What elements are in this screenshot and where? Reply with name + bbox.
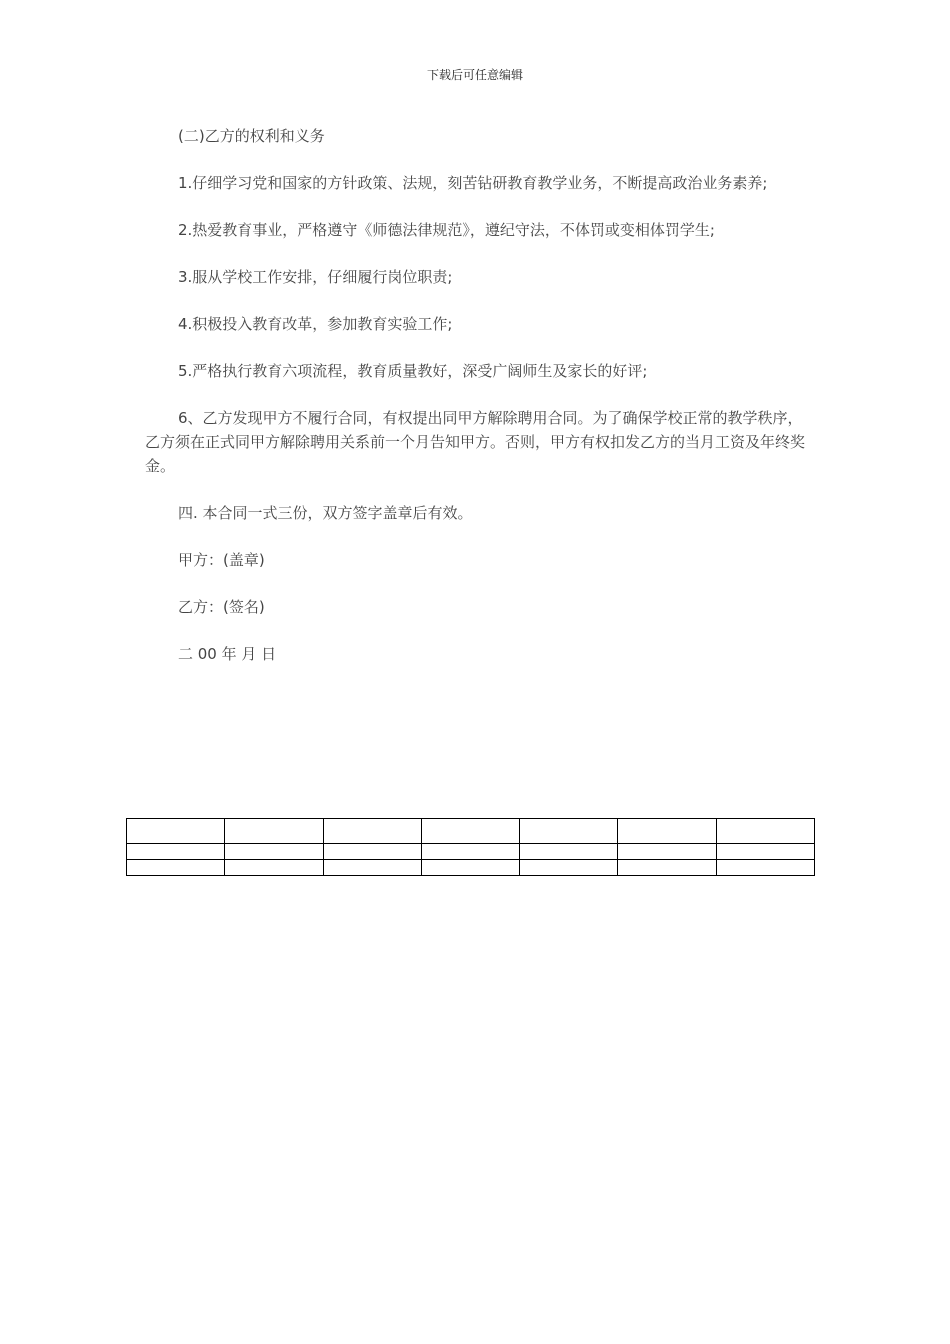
table-cell xyxy=(421,844,519,860)
clause-1: 1.仔细学习党和国家的方针政策、法规，刻苦钻研教育教学业务，不断提高政治业务素养; xyxy=(178,174,768,192)
clause-2: 2.热爱教育事业，严格遵守《师德法律规范》，遵纪守法，不体罚或变相体罚学生; xyxy=(178,221,715,239)
date-line: 二 00 年 月 日 xyxy=(178,645,277,663)
table-cell xyxy=(421,860,519,876)
table-cell xyxy=(127,819,225,844)
table-cell xyxy=(520,844,618,860)
table-cell xyxy=(618,844,716,860)
table-row xyxy=(127,844,815,860)
table-cell xyxy=(225,819,323,844)
document-body xyxy=(145,124,805,689)
table-row xyxy=(127,819,815,844)
clause-5: 5.严格执行教育六项流程，教育质量教好，深受广阔师生及家长的好评; xyxy=(178,362,648,380)
clause-4: 4.积极投入教育改革，参加教育实验工作; xyxy=(178,315,453,333)
party-b-signature-line: 乙方：(签名) xyxy=(178,598,265,616)
table-cell xyxy=(323,844,421,860)
table-row xyxy=(127,860,815,876)
table-cell xyxy=(323,819,421,844)
table-cell xyxy=(716,844,814,860)
table-cell xyxy=(225,860,323,876)
section-heading-party-b-rights: (二)乙方的权利和义务 xyxy=(178,127,325,145)
table-cell xyxy=(520,860,618,876)
table-cell xyxy=(127,860,225,876)
table-cell xyxy=(716,860,814,876)
table-cell xyxy=(421,819,519,844)
table-cell xyxy=(127,844,225,860)
contract-copies-clause: 四. 本合同一式三份，双方签字盖章后有效。 xyxy=(178,504,473,522)
page-header: 下载后可任意编辑 xyxy=(426,68,523,82)
table-cell xyxy=(618,860,716,876)
table-cell xyxy=(225,844,323,860)
clause-3: 3.服从学校工作安排，仔细履行岗位职责; xyxy=(178,268,453,286)
empty-table xyxy=(126,818,815,876)
clause-6: 6、乙方发现甲方不履行合同，有权提出同甲方解除聘用合同。为了确保学校正常的教学秩序，乙方须在正式同甲方解除聘用关系前一个月告知甲方。否则，甲方有权扣发乙方的当月工资及年终奖金。 xyxy=(145,409,806,475)
table-cell xyxy=(323,860,421,876)
party-a-seal-line: 甲方：(盖章) xyxy=(178,551,265,569)
table-cell xyxy=(716,819,814,844)
table-cell xyxy=(618,819,716,844)
table-cell xyxy=(520,819,618,844)
